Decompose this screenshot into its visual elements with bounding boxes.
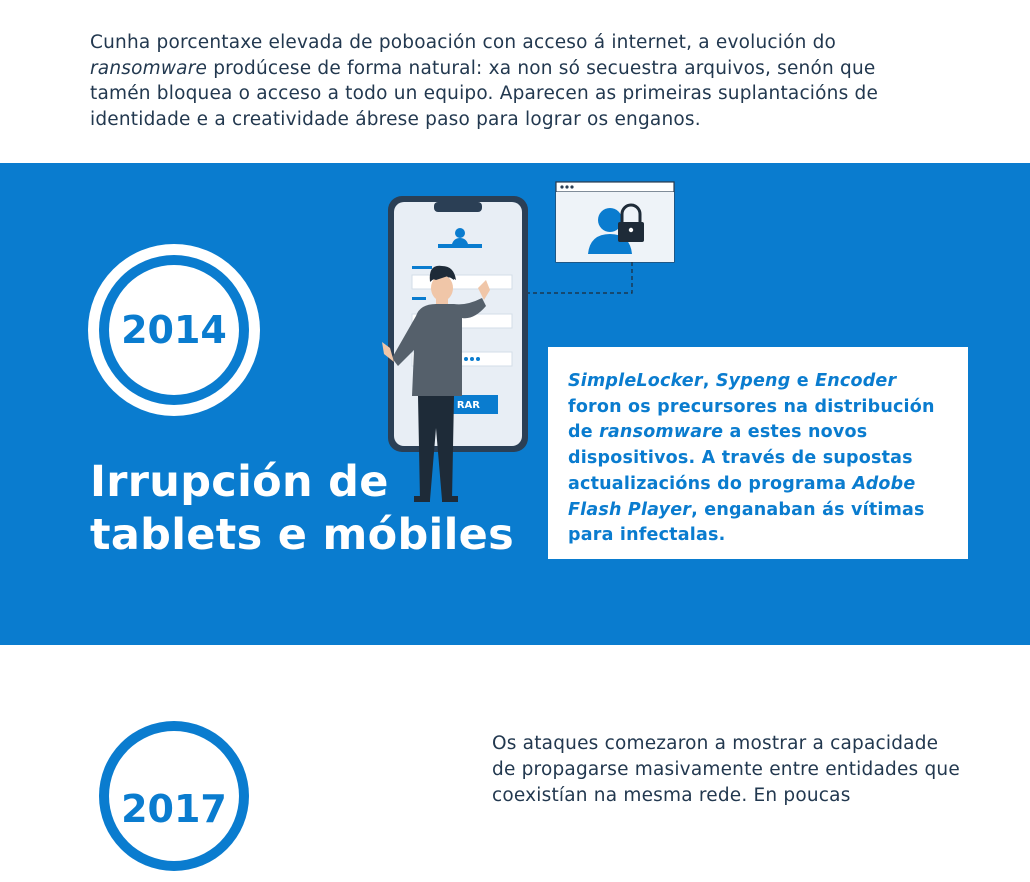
section-2014-title: Irrupción de tablets e móbiles — [90, 457, 514, 560]
intro-emphasis: ransomware — [90, 57, 208, 79]
locked-account-window-icon — [556, 182, 674, 262]
section-2017-paragraph: Os ataques comezaron a mostrar a capacidade de propagarse masivamente entre entidades que coexistían na mesma rede. En poucas — [492, 733, 960, 806]
year-badge-2017 — [88, 710, 260, 882]
year-label-2017: 2017 — [109, 731, 239, 861]
year-label-2014: 2014 — [109, 265, 239, 395]
malware-info-card — [548, 347, 968, 559]
intro-paragraph: Cunha porcentaxe elevada de poboación con acceso á internet, a evolución do ransomware prodúcese de forma natural: xa non só secuestra arquivos, senón que tamén bloquea o acceso a todo un equipo. Aparecen as primeiras suplantacións de identidade e a creatividade ábrese paso para lograr os enganos. — [90, 32, 879, 130]
year-badge-2014 — [88, 244, 260, 416]
malware-info-text: SimpleLocker, Sypeng e Encoder foron os precursores na distribución de ransomware a estes novos dispositivos. A través de supostas actualizacións do programa Adobe Flash Player, enganaban ás vítimas para infectalas. — [568, 371, 935, 546]
login-button-label: RAR — [456, 400, 480, 411]
